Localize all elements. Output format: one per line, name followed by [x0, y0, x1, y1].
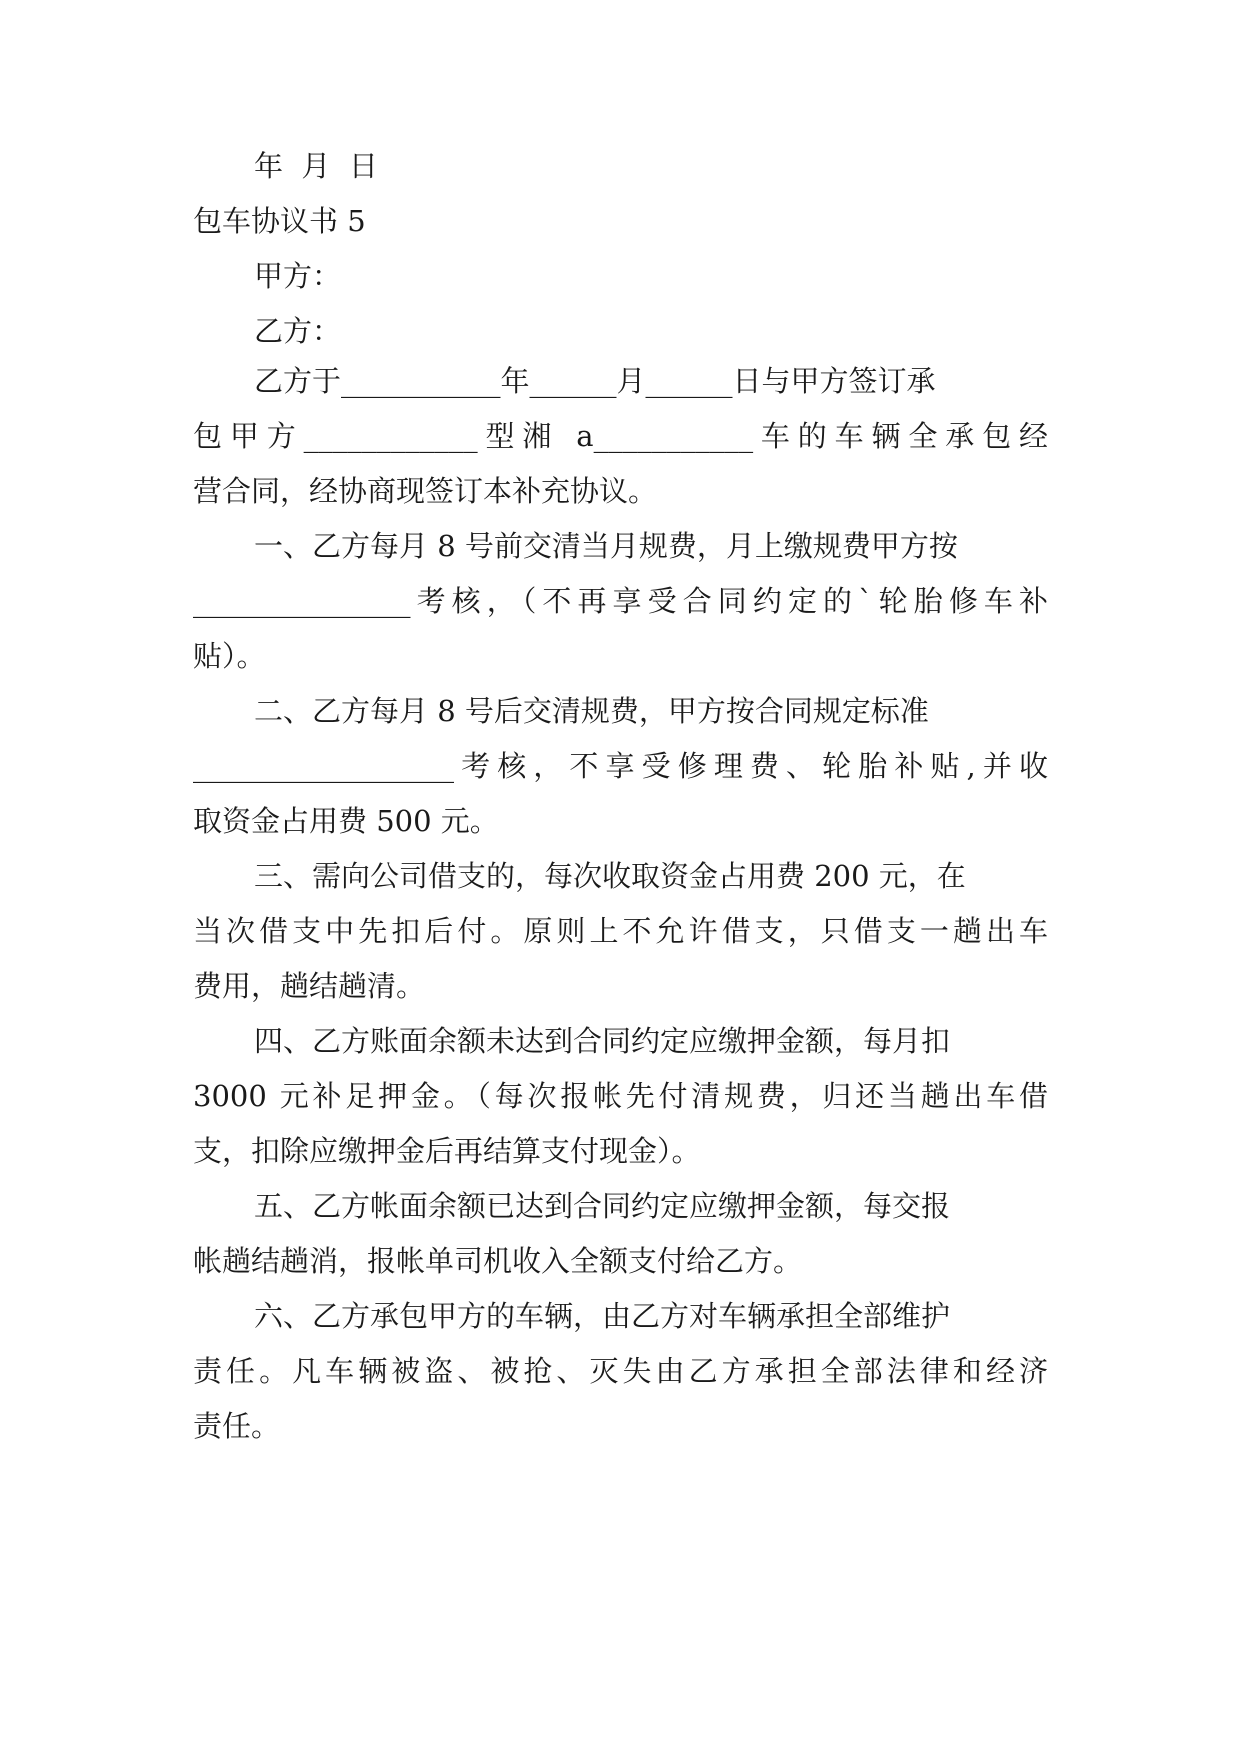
document-title: 包车协议书 5 [193, 204, 366, 238]
clause-2-line: 二、乙方每月 8 号后交清规费，甲方按合同规定标准 [254, 694, 929, 728]
clause-1-line: _______________考核，（不再享受合同约定的`轮胎修车补 [193, 584, 1048, 618]
date-line: 年 月 日 [254, 149, 378, 183]
clause-5-line: 帐趟结趟消，报帐单司机收入全额支付给乙方。 [193, 1244, 803, 1278]
clause-1-line: 贴）。 [193, 639, 266, 673]
clause-1-line: 一、乙方每月 8 号前交清当月规费，月上缴规费甲方按 [254, 529, 958, 563]
clause-4-line: 四、乙方账面余额未达到合同约定应缴押金额，每月扣 [254, 1024, 951, 1058]
clause-3-line: 当次借支中先扣后付。原则上不允许借支，只借支一趟出车 [193, 914, 1048, 948]
clause-4-line: 支，扣除应缴押金后再结算支付现金）。 [193, 1134, 701, 1168]
intro-paragraph-line: 乙方于___________年______月______日与甲方签订承 [254, 364, 936, 398]
party-b-line: 乙方： [254, 314, 342, 348]
intro-paragraph-line: 营合同，经协商现签订本补充协议。 [193, 474, 658, 508]
clause-3-line: 费用，趟结趟清。 [193, 969, 426, 1003]
clause-6-line: 责任。 [193, 1409, 281, 1443]
clause-6-line: 责任。凡车辆被盗、被抢、灭失由乙方承担全部法律和经济 [193, 1354, 1048, 1388]
intro-paragraph-line: 包甲方____________型湘 a___________车的车辆全承包经 [193, 419, 1048, 453]
clause-3-line: 三、需向公司借支的，每次收取资金占用费 200 元，在 [254, 859, 966, 893]
clause-6-line: 六、乙方承包甲方的车辆，由乙方对车辆承担全部维护 [254, 1299, 951, 1333]
clause-5-line: 五、乙方帐面余额已达到合同约定应缴押金额，每交报 [254, 1189, 951, 1223]
party-a-line: 甲方： [254, 259, 342, 293]
clause-4-line: 3000 元补足押金。（每次报帐先付清规费，归还当趟出车借 [193, 1079, 1048, 1113]
clause-2-line: 取资金占用费 500 元。 [193, 804, 499, 838]
clause-2-line: __________________考核，不享受修理费、轮胎补贴,并收 [193, 749, 1048, 783]
